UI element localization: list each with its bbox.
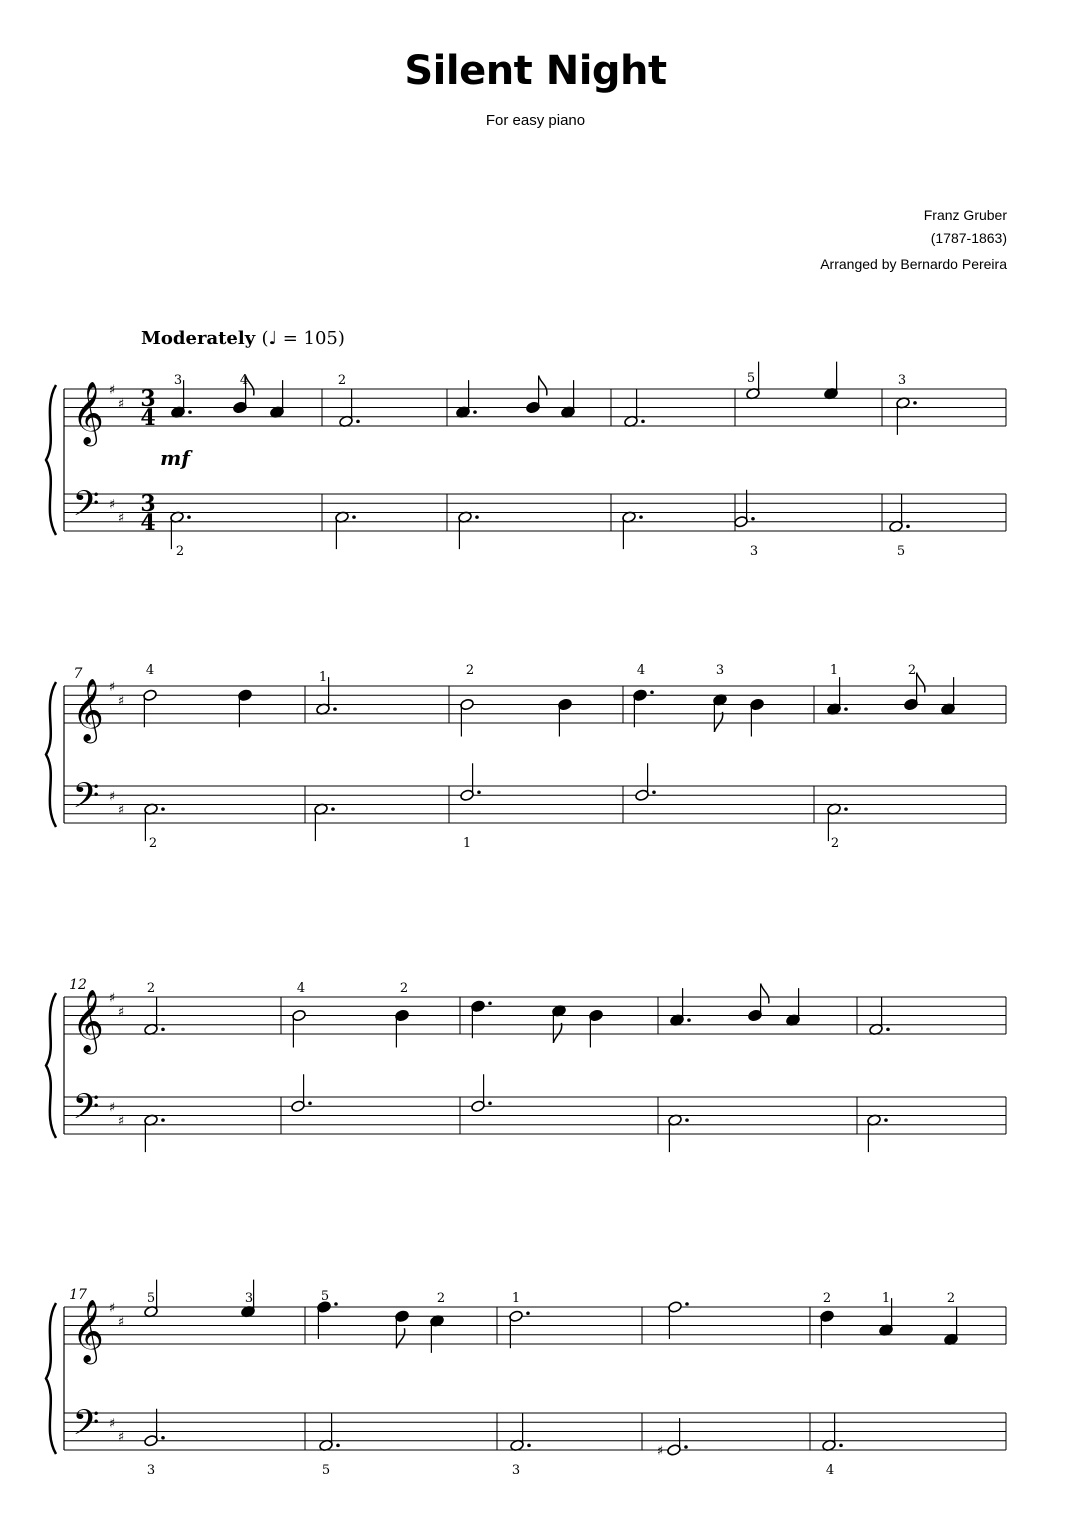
augmentation-dot bbox=[352, 515, 356, 519]
fingering-number: 3 bbox=[715, 663, 725, 678]
note bbox=[471, 1074, 492, 1112]
augmentation-dot bbox=[336, 1444, 340, 1448]
brace bbox=[46, 385, 56, 535]
augmentation-dot bbox=[308, 1101, 312, 1105]
note bbox=[471, 1000, 492, 1038]
augmentation-dot bbox=[475, 515, 479, 519]
system-1 bbox=[46, 362, 1006, 559]
note bbox=[395, 1009, 410, 1047]
note bbox=[291, 1074, 312, 1112]
fingering-number: 1 bbox=[462, 836, 472, 851]
time-signature-bottom: 4 bbox=[140, 405, 156, 431]
fingering-number: 3 bbox=[511, 1463, 521, 1478]
note bbox=[827, 677, 848, 715]
note bbox=[510, 1413, 531, 1451]
augmentation-dot bbox=[473, 410, 477, 414]
flag bbox=[553, 1023, 561, 1043]
note bbox=[552, 1005, 567, 1043]
sharp-icon: ♯ bbox=[117, 693, 125, 709]
fingering-number: 1 bbox=[829, 663, 839, 678]
brace bbox=[46, 1303, 56, 1454]
bass-clef-icon: 𝄢 bbox=[72, 775, 100, 824]
fingering-number: 5 bbox=[321, 1463, 331, 1478]
note bbox=[748, 984, 769, 1022]
augmentation-dot bbox=[333, 707, 337, 711]
note bbox=[335, 511, 356, 549]
augmentation-dot bbox=[687, 1018, 691, 1022]
system-2 bbox=[46, 663, 1006, 851]
augmentation-dot bbox=[161, 807, 165, 811]
note bbox=[456, 380, 477, 418]
augmentation-dot bbox=[161, 1118, 165, 1122]
note bbox=[869, 997, 890, 1035]
page-title: Silent Night bbox=[404, 48, 667, 94]
composer-name: Franz Gruber bbox=[923, 207, 1007, 223]
fingering-number: 2 bbox=[146, 981, 156, 996]
augmentation-dot bbox=[639, 515, 643, 519]
fingering-number: 4 bbox=[145, 663, 155, 678]
time-signature-bottom: 4 bbox=[140, 510, 156, 536]
note bbox=[319, 1413, 340, 1451]
fingering-number: 2 bbox=[436, 1291, 446, 1306]
augmentation-dot bbox=[652, 790, 656, 794]
treble-staff bbox=[64, 997, 1006, 1034]
sharp-icon: ♯ bbox=[108, 991, 116, 1006]
treble-clef-icon: 𝄞 bbox=[72, 678, 104, 741]
augmentation-dot bbox=[187, 515, 191, 519]
note bbox=[458, 511, 479, 549]
treble-staff bbox=[64, 1307, 1006, 1344]
augmentation-dot bbox=[477, 790, 481, 794]
bass-staff bbox=[64, 494, 1006, 531]
fingering-number: 2 bbox=[830, 836, 840, 851]
dynamic-marking: mf bbox=[160, 446, 190, 470]
augmentation-dot bbox=[906, 525, 910, 529]
augmentation-dot bbox=[161, 1028, 165, 1032]
fingering-number: 2 bbox=[337, 373, 347, 388]
augmentation-dot bbox=[886, 1028, 890, 1032]
fingering-number: 1 bbox=[318, 670, 328, 685]
augmentation-dot bbox=[844, 807, 848, 811]
augmentation-dot bbox=[334, 1302, 338, 1306]
note bbox=[668, 1301, 689, 1339]
note bbox=[314, 803, 335, 841]
augmentation-dot bbox=[751, 517, 755, 521]
note bbox=[904, 673, 925, 711]
sharp-icon: ♯ bbox=[108, 1301, 116, 1316]
bass-clef-icon: 𝄢 bbox=[72, 1086, 100, 1135]
note bbox=[526, 376, 547, 414]
sharp-icon: ♯ bbox=[117, 396, 125, 412]
note bbox=[509, 1310, 530, 1348]
augmentation-dot bbox=[641, 420, 645, 424]
augmentation-dot bbox=[844, 707, 848, 711]
page-subtitle: For easy piano bbox=[485, 112, 586, 129]
measure-number: 7 bbox=[73, 666, 83, 682]
augmentation-dot bbox=[331, 807, 335, 811]
treble-clef-icon: 𝄞 bbox=[72, 989, 104, 1052]
augmentation-dot bbox=[685, 1302, 689, 1306]
note bbox=[270, 380, 285, 418]
note bbox=[824, 362, 839, 400]
sharp-icon: ♯ bbox=[117, 1114, 125, 1130]
sharp-icon: ♯ bbox=[108, 383, 116, 398]
note bbox=[786, 988, 801, 1026]
fingering-number: 2 bbox=[399, 981, 409, 996]
flag bbox=[396, 1328, 404, 1348]
augmentation-dot bbox=[527, 1444, 531, 1448]
brace bbox=[46, 682, 56, 827]
fingering-number: 2 bbox=[175, 544, 185, 559]
treble-staff bbox=[64, 686, 1006, 723]
note bbox=[734, 490, 755, 528]
tempo-label: Moderately bbox=[141, 328, 256, 349]
tempo-marking: Moderately (♩ = 105) bbox=[141, 328, 345, 349]
augmentation-dot bbox=[685, 1118, 689, 1122]
sharp-icon: ♯ bbox=[117, 1430, 125, 1446]
note bbox=[822, 1413, 843, 1451]
note bbox=[713, 694, 728, 732]
note bbox=[622, 511, 643, 549]
note bbox=[561, 380, 576, 418]
augmentation-dot bbox=[884, 1118, 888, 1122]
fingering-number: 2 bbox=[822, 1291, 832, 1306]
augmentation-dot bbox=[161, 1436, 165, 1440]
note bbox=[144, 997, 165, 1035]
sharp-icon: ♯ bbox=[117, 1004, 125, 1020]
bass-staff bbox=[64, 786, 1006, 823]
brace bbox=[46, 993, 56, 1138]
time-signature-top: 3 bbox=[140, 386, 156, 412]
fingering-number: 3 bbox=[146, 1463, 156, 1478]
fingering-number: 3 bbox=[173, 373, 183, 388]
fingering-number: 2 bbox=[465, 663, 475, 678]
note bbox=[144, 1409, 165, 1447]
fingering-number: 1 bbox=[881, 1291, 891, 1306]
note bbox=[941, 677, 956, 715]
note bbox=[668, 1114, 689, 1152]
note bbox=[896, 397, 917, 435]
fingering-number: 3 bbox=[897, 373, 907, 388]
fingering-number: 5 bbox=[746, 371, 756, 386]
note bbox=[670, 988, 691, 1026]
note bbox=[889, 494, 910, 532]
note bbox=[820, 1310, 835, 1348]
note bbox=[867, 1114, 888, 1152]
augmentation-dot bbox=[839, 1444, 843, 1448]
note bbox=[460, 763, 481, 801]
sharp-icon: ♯ bbox=[117, 511, 125, 527]
sharp-icon: ♯ bbox=[108, 789, 116, 805]
sharp-icon: ♯ bbox=[117, 803, 125, 819]
sharp-icon: ♯ bbox=[108, 1100, 116, 1116]
flag bbox=[714, 712, 722, 732]
flag bbox=[917, 673, 925, 693]
fingering-number: 5 bbox=[896, 544, 906, 559]
note bbox=[667, 1418, 688, 1456]
fingering-number: 5 bbox=[320, 1289, 330, 1304]
quarter-note-icon: ♩ bbox=[268, 328, 277, 349]
measure-number: 17 bbox=[69, 1287, 87, 1303]
fingering-number: 4 bbox=[825, 1463, 835, 1478]
system-4 bbox=[46, 1280, 1006, 1478]
note bbox=[624, 389, 645, 427]
note bbox=[292, 1009, 307, 1047]
sharp-icon: ♯ bbox=[656, 1444, 664, 1459]
fingering-number: 4 bbox=[239, 373, 249, 388]
bass-clef-icon: 𝄢 bbox=[72, 483, 100, 532]
augmentation-dot bbox=[913, 401, 917, 405]
composer-dates: (1787-1863) bbox=[930, 230, 1007, 246]
tempo-bpm: 105 bbox=[303, 328, 338, 349]
fingering-number: 5 bbox=[146, 1291, 156, 1306]
treble-clef-icon: 𝄞 bbox=[72, 381, 104, 444]
note bbox=[633, 689, 654, 727]
sharp-icon: ♯ bbox=[108, 497, 116, 513]
fingering-number: 4 bbox=[636, 663, 646, 678]
note bbox=[339, 389, 360, 427]
augmentation-dot bbox=[488, 1101, 492, 1105]
note bbox=[635, 763, 656, 801]
time-signature-top: 3 bbox=[140, 491, 156, 517]
note bbox=[558, 698, 573, 736]
bass-staff bbox=[64, 1097, 1006, 1134]
treble-clef-icon: 𝄞 bbox=[72, 1299, 104, 1362]
augmentation-dot bbox=[526, 1311, 530, 1315]
fingering-number: 4 bbox=[296, 981, 306, 996]
augmentation-dot bbox=[488, 1001, 492, 1005]
note bbox=[944, 1307, 959, 1345]
fingering-number: 1 bbox=[511, 1291, 521, 1306]
note bbox=[430, 1315, 445, 1353]
note bbox=[144, 1114, 165, 1152]
sharp-icon: ♯ bbox=[117, 1314, 125, 1330]
measure-number: 12 bbox=[69, 977, 87, 993]
sharp-icon: ♯ bbox=[108, 1416, 116, 1432]
flag bbox=[539, 376, 547, 396]
augmentation-dot bbox=[356, 420, 360, 424]
note bbox=[460, 698, 475, 736]
fingering-number: 2 bbox=[946, 1291, 956, 1306]
note bbox=[317, 1301, 338, 1339]
fingering-number: 2 bbox=[907, 663, 917, 678]
augmentation-dot bbox=[188, 410, 192, 414]
augmentation-dot bbox=[650, 690, 654, 694]
system-3 bbox=[46, 977, 1006, 1152]
augmentation-dot bbox=[684, 1445, 688, 1449]
fingering-number: 3 bbox=[244, 1291, 254, 1306]
note bbox=[395, 1310, 410, 1348]
arranger-credit: Arranged by Bernardo Pereira bbox=[820, 256, 1007, 272]
bass-staff bbox=[64, 1413, 1006, 1450]
note bbox=[589, 1009, 604, 1047]
bass-clef-icon: 𝄢 bbox=[72, 1402, 100, 1451]
note bbox=[750, 698, 765, 736]
fingering-number: 3 bbox=[749, 544, 759, 559]
sharp-icon: ♯ bbox=[108, 680, 116, 695]
flag bbox=[761, 984, 769, 1004]
note bbox=[238, 689, 253, 727]
note bbox=[143, 689, 158, 727]
fingering-number: 2 bbox=[148, 836, 158, 851]
